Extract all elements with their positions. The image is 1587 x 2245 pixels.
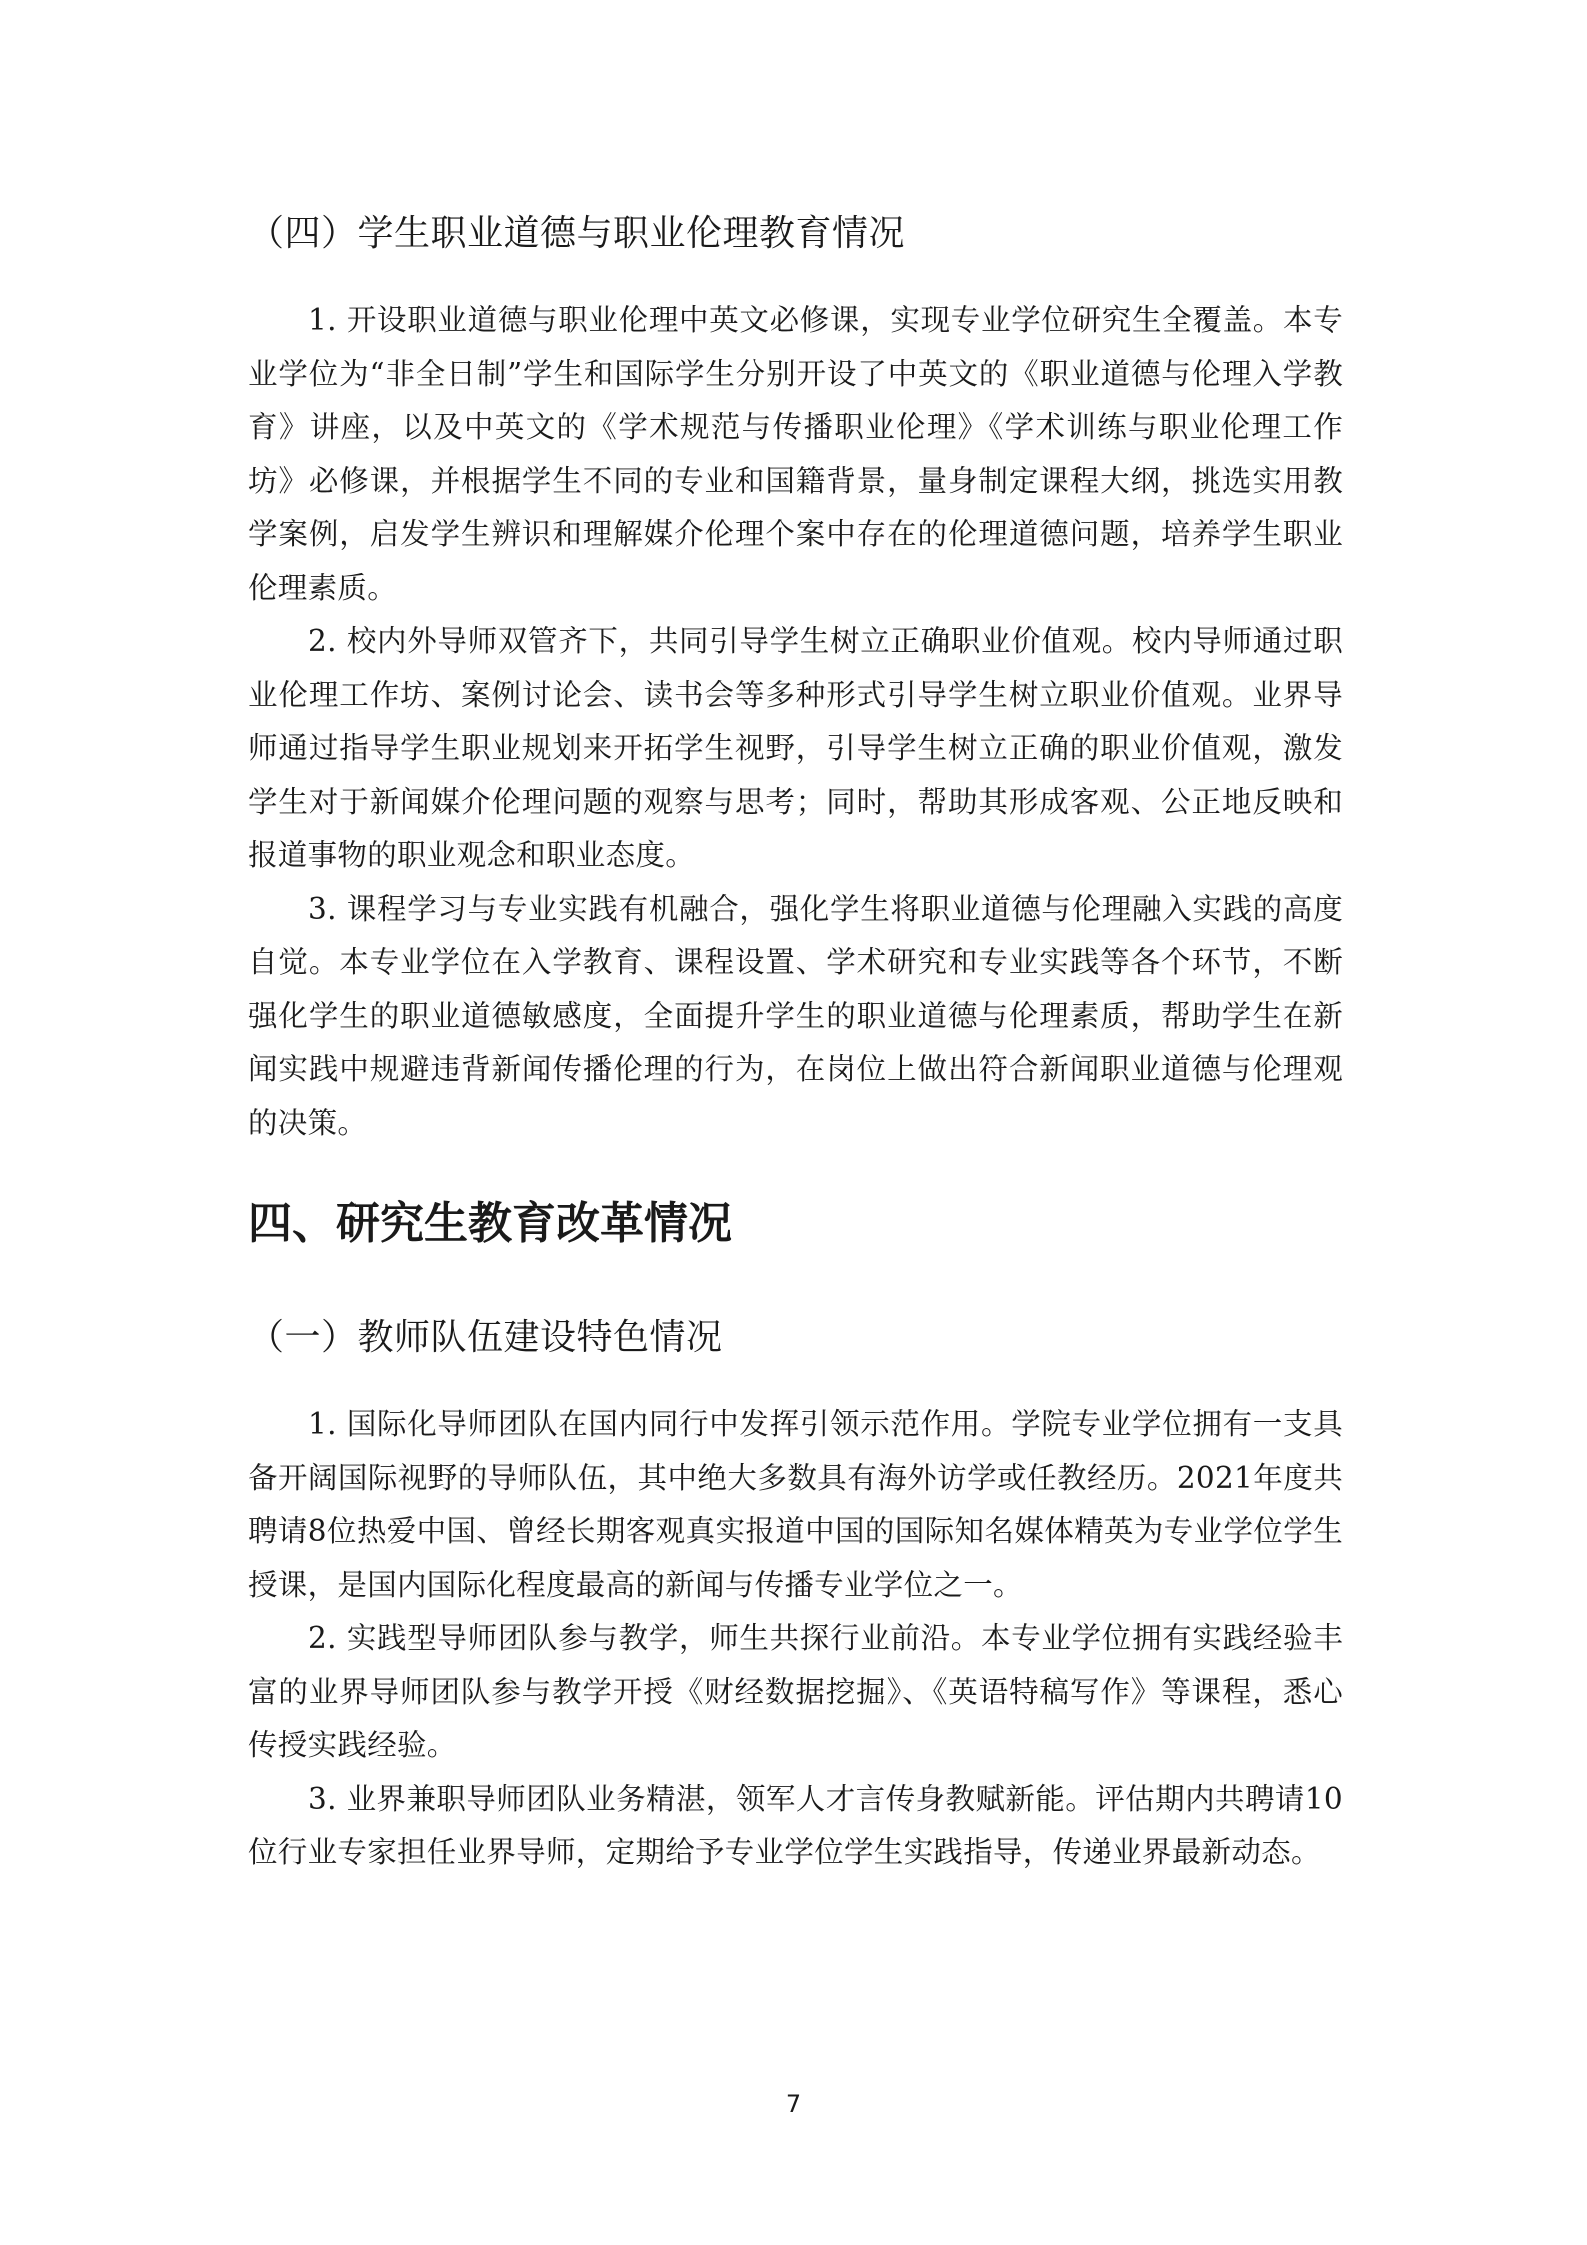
paragraph: 1. 开设职业道德与职业伦理中英文必修课，实现专业学位研究生全覆盖。本专业学位为“非全日制”学生和国际学生分别开设了中英文的《职业道德与伦理入学教育》讲座，以及中英文的《学术规范与传播职业伦理》《学术训练与职业伦理工作坊》必修课，并根据学生不同的专业和国籍背景，量身制定课程大纲，挑选实用教学案例，启发学生辨识和理解媒介伦理个案中存在的伦理道德问题，培养学生职业伦理素质。 bbox=[248, 303, 1343, 605]
section-heading-professional-ethics: （四）学生职业道德与职业伦理教育情况 bbox=[248, 213, 906, 254]
paragraph: 3. 课程学习与专业实践有机融合，强化学生将职业道德与伦理融入实践的高度自觉。本专业学位在入学教育、课程设置、学术研究和专业实践等各个环节，不断强化学生的职业道德敏感度，全面提升学生的职业道德与伦理素质，帮助学生在新闻实践中规避违背新闻传播伦理的行为，在岗位上做出符合新闻职业道德与伦理观的决策。 bbox=[248, 891, 1343, 1140]
page-number: 7 bbox=[785, 2090, 802, 2118]
chapter-heading-education-reform: 四、研究生教育改革情况 bbox=[248, 1198, 732, 1249]
paragraph: 2. 实践型导师团队参与教学，师生共探行业前沿。本专业学位拥有实践经验丰富的业界导师团队参与教学开授《财经数据挖掘》、《英语特稿写作》等课程，悉心传授实践经验。 bbox=[248, 1621, 1343, 1762]
paragraph: 1. 国际化导师团队在国内同行中发挥引领示范作用。学院专业学位拥有一支具备开阔国际视野的导师队伍，其中绝大多数具有海外访学或任教经历。2021年度共聘请8位热爱中国、曾经长期客观真实报道中国的国际知名媒体精英为专业学位学生授课，是国内国际化程度最高的新闻与传播专业学位之一。 bbox=[248, 1407, 1343, 1602]
paragraph: 2. 校内外导师双管齐下，共同引导学生树立正确职业价值观。校内导师通过职业伦理工作坊、案例讨论会、读书会等多种形式引导学生树立职业价值观。业界导师通过指导学生职业规划来开拓学生视野，引导学生树立正确的职业价值观，激发学生对于新闻媒介伦理问题的观察与思考；同时，帮助其形成客观、公正地反映和报道事物的职业观念和职业态度。 bbox=[248, 624, 1343, 872]
paragraph: 3. 业界兼职导师团队业务精湛，领军人才言传身教赋新能。评估期内共聘请10位行业专家担任业界导师，定期给予专业学位学生实践指导，传递业界最新动态。 bbox=[248, 1781, 1343, 1869]
section-heading-faculty-construction: （一）教师队伍建设特色情况 bbox=[248, 1317, 723, 1358]
page-content bbox=[248, 198, 1343, 1880]
